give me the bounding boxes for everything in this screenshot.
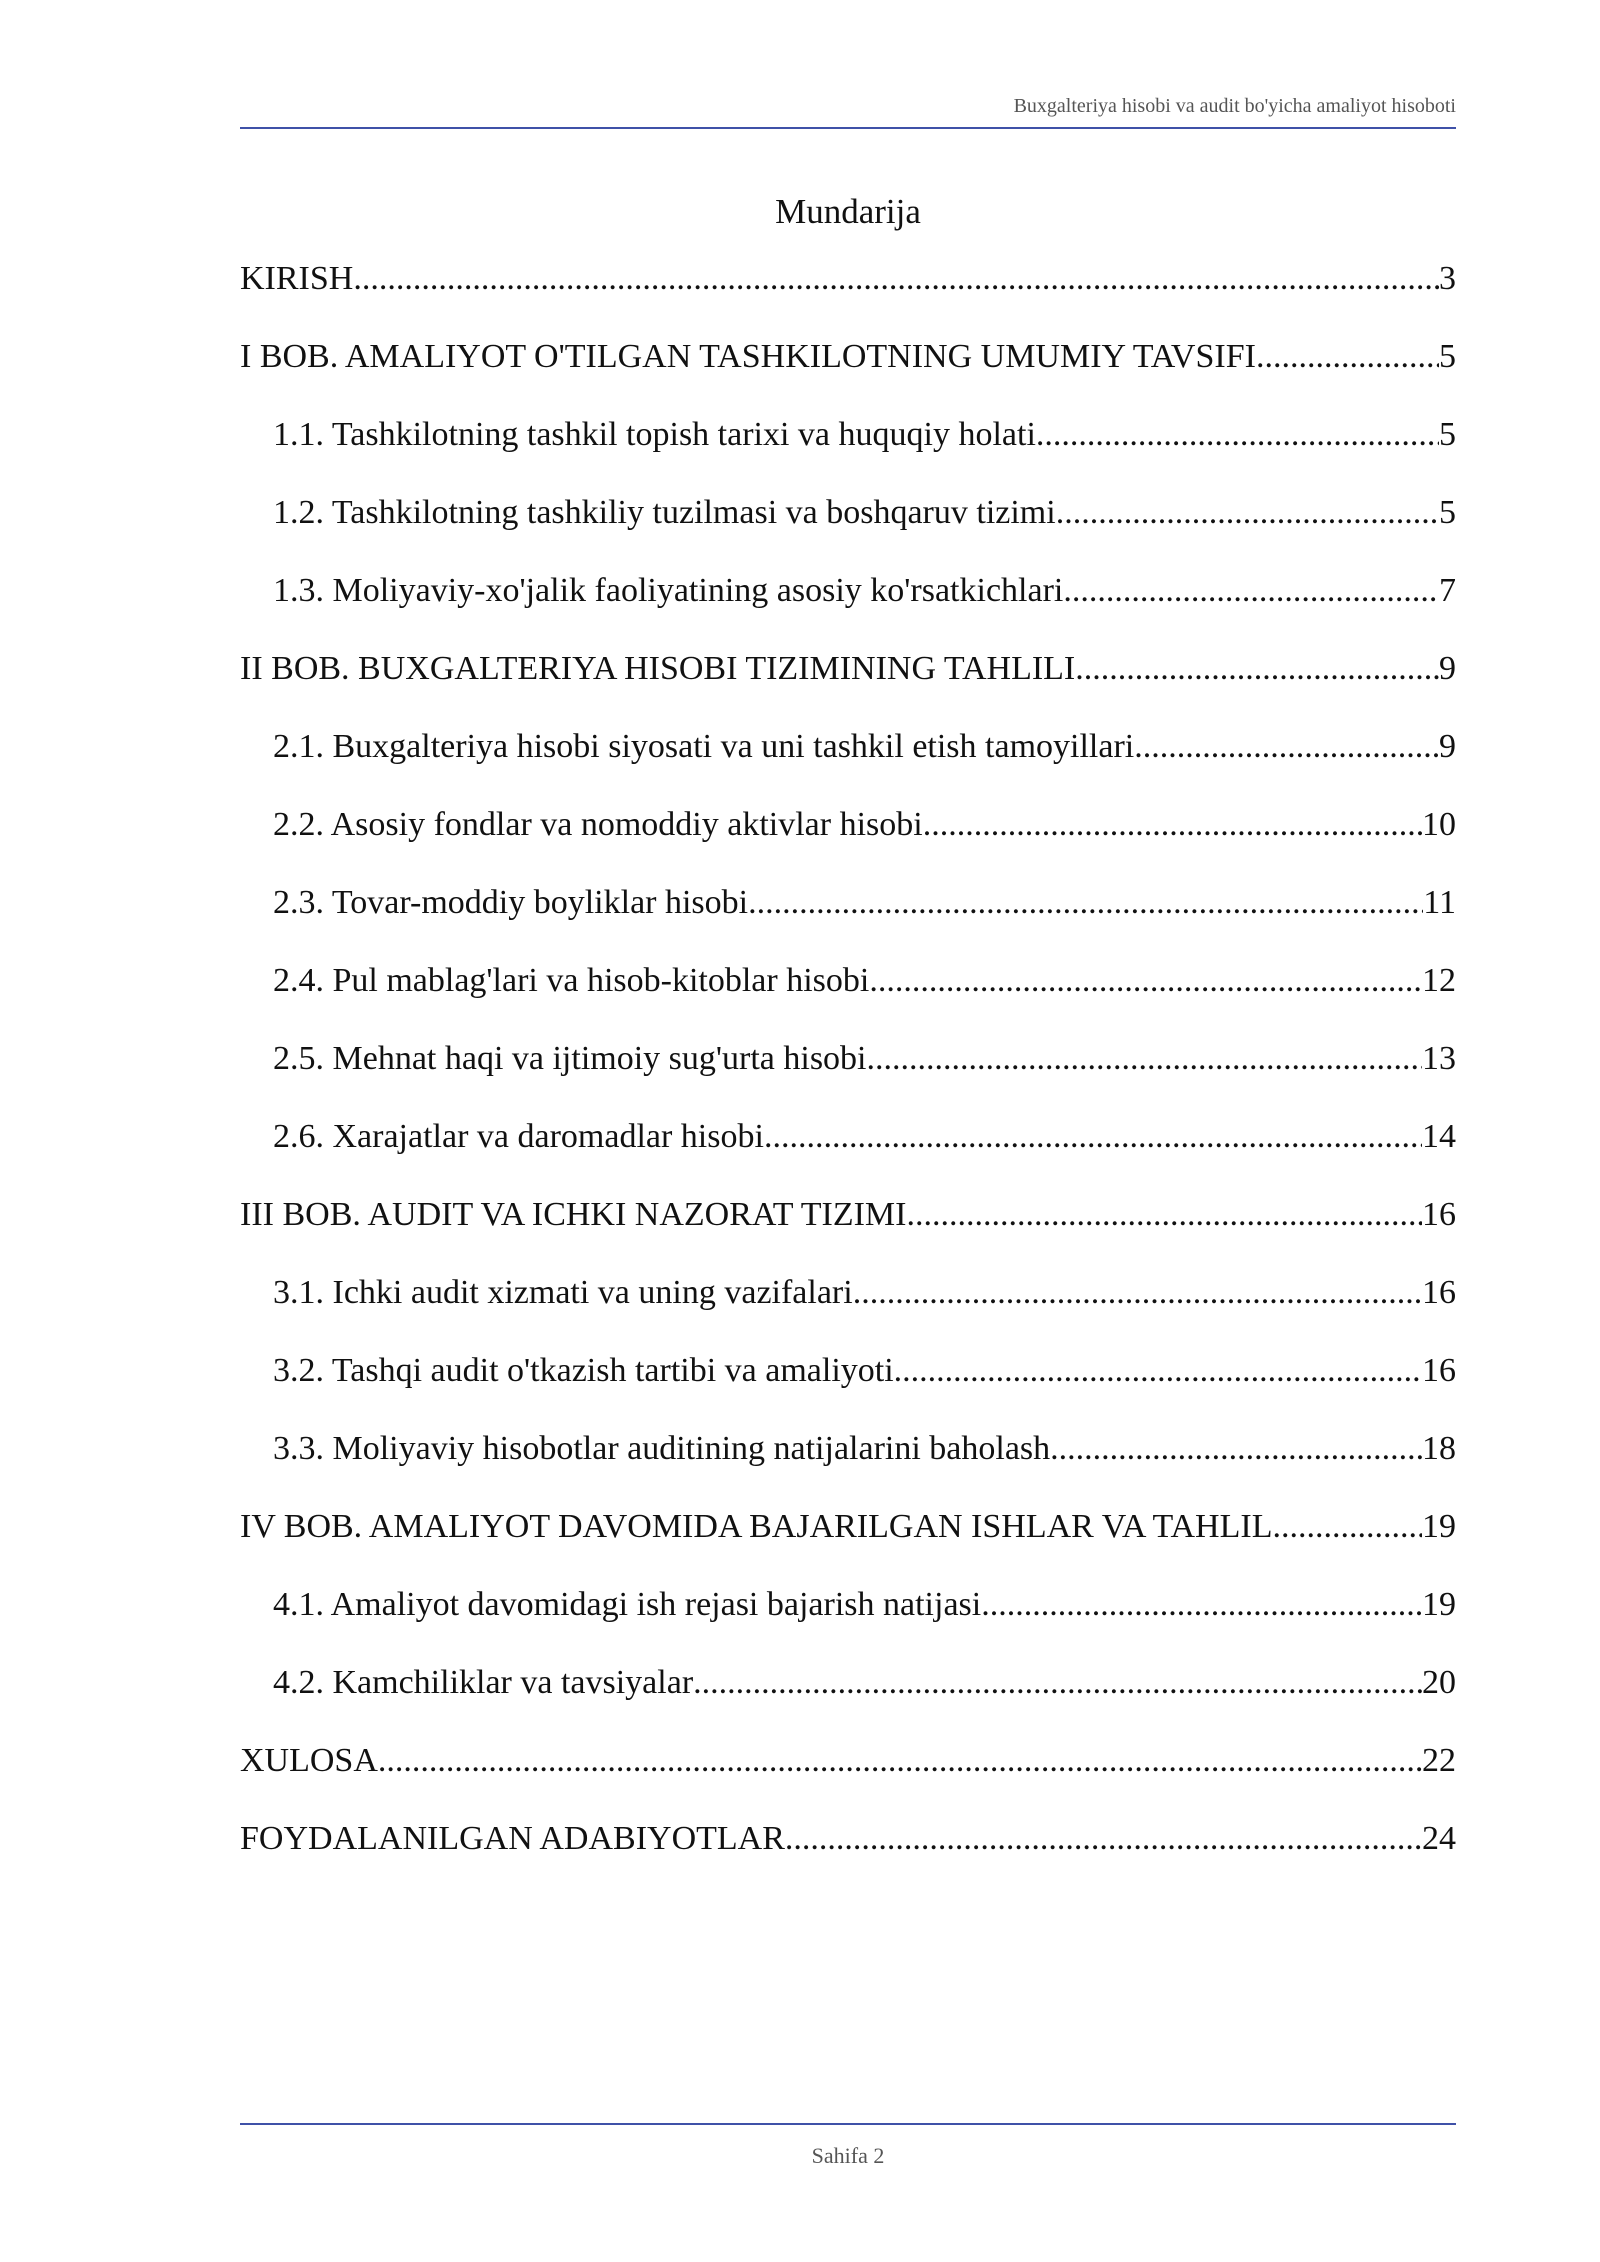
toc-dot-leader bbox=[378, 1737, 1422, 1785]
toc-entry-page-number: 12 bbox=[1422, 962, 1456, 999]
toc-subsection-entry[interactable] bbox=[240, 723, 1456, 801]
toc-entry-page-number: 19 bbox=[1422, 1508, 1456, 1545]
toc-entry-label: FOYDALANILGAN ADABIYOTLAR bbox=[240, 1820, 785, 1857]
toc-dot-leader bbox=[1036, 411, 1439, 459]
toc-subsection-entry[interactable] bbox=[240, 1581, 1456, 1659]
page-footer bbox=[240, 2123, 1456, 2168]
toc-subsection-entry[interactable] bbox=[240, 567, 1456, 645]
toc-entry-page-number: 5 bbox=[1439, 494, 1456, 531]
toc-entry-page-number: 10 bbox=[1422, 806, 1456, 843]
toc-subsection-entry[interactable] bbox=[240, 1425, 1456, 1503]
toc-dot-leader bbox=[693, 1659, 1422, 1707]
toc-entry-label: 2.3. Tovar-moddiy boyliklar hisobi bbox=[273, 884, 749, 921]
toc-subsection-entry[interactable] bbox=[240, 957, 1456, 1035]
toc-entry-label: 1.3. Moliyaviy-xo'jalik faoliyatining asosiy ko'rsatkichlari bbox=[273, 572, 1064, 609]
toc-entry-label: 3.2. Tashqi audit o'tkazish tartibi va amaliyoti bbox=[273, 1352, 894, 1389]
toc-dot-leader bbox=[923, 801, 1422, 849]
toc-chapter-entry[interactable] bbox=[240, 333, 1456, 411]
toc-entry-page-number: 7 bbox=[1439, 572, 1456, 609]
toc-entry-label: 2.2. Asosiy fondlar va nomoddiy aktivlar hisobi bbox=[273, 806, 923, 843]
toc-chapter-entry[interactable] bbox=[240, 1191, 1456, 1269]
toc-dot-leader bbox=[1075, 645, 1439, 693]
toc-dot-leader bbox=[853, 1269, 1422, 1317]
header-title: Buxgalteriya hisobi va audit bo'yicha amaliyot hisoboti bbox=[1013, 95, 1456, 117]
toc-dot-leader bbox=[764, 1113, 1422, 1161]
toc-dot-leader bbox=[867, 1035, 1422, 1083]
toc-entry-label: IV BOB. AMALIYOT DAVOMIDA BAJARILGAN ISHLAR VA TAHLIL bbox=[240, 1508, 1273, 1545]
toc-entry-label: KIRISH bbox=[240, 260, 354, 297]
toc-dot-leader bbox=[894, 1347, 1422, 1395]
toc-title: Mundarija bbox=[775, 192, 921, 231]
toc-entry-label: XULOSA bbox=[240, 1742, 378, 1779]
toc-dot-leader bbox=[1056, 489, 1439, 537]
toc-chapter-entry[interactable] bbox=[240, 255, 1456, 333]
toc-entry-page-number: 22 bbox=[1422, 1742, 1456, 1779]
toc-entry-label: 3.1. Ichki audit xizmati va uning vazifalari bbox=[273, 1274, 853, 1311]
toc-dot-leader bbox=[981, 1581, 1422, 1629]
toc-subsection-entry[interactable] bbox=[240, 1035, 1456, 1113]
toc-entry-page-number: 16 bbox=[1422, 1274, 1456, 1311]
toc-subsection-entry[interactable] bbox=[240, 801, 1456, 879]
toc-dot-leader bbox=[785, 1815, 1422, 1863]
toc-entry-label: 1.1. Tashkilotning tashkil topish tarixi va huquqiy holati bbox=[273, 416, 1036, 453]
toc-entry-label: 2.1. Buxgalteriya hisobi siyosati va uni tashkil etish tamoyillari bbox=[273, 728, 1135, 765]
toc-entry-page-number: 9 bbox=[1439, 728, 1456, 765]
toc-dot-leader bbox=[1134, 723, 1439, 771]
table-of-contents bbox=[240, 255, 1456, 1893]
toc-chapter-entry[interactable] bbox=[240, 1737, 1456, 1815]
toc-dot-leader bbox=[1063, 567, 1439, 615]
toc-chapter-entry[interactable] bbox=[240, 1815, 1456, 1893]
toc-dot-leader bbox=[1272, 1503, 1422, 1551]
toc-entry-label: III BOB. AUDIT VA ICHKI NAZORAT TIZIMI bbox=[240, 1196, 907, 1233]
toc-entry-page-number: 16 bbox=[1422, 1196, 1456, 1233]
toc-entry-page-number: 18 bbox=[1422, 1430, 1456, 1467]
toc-entry-page-number: 14 bbox=[1422, 1118, 1456, 1155]
toc-entry-label: 2.5. Mehnat haqi va ijtimoiy sug'urta hisobi bbox=[273, 1040, 867, 1077]
toc-subsection-entry[interactable] bbox=[240, 1269, 1456, 1347]
toc-entry-page-number: 5 bbox=[1439, 416, 1456, 453]
toc-chapter-entry[interactable] bbox=[240, 1503, 1456, 1581]
toc-entry-page-number: 3 bbox=[1439, 260, 1456, 297]
toc-dot-leader bbox=[869, 957, 1422, 1005]
toc-entry-page-number: 19 bbox=[1422, 1586, 1456, 1623]
toc-subsection-entry[interactable] bbox=[240, 411, 1456, 489]
toc-entry-page-number: 13 bbox=[1422, 1040, 1456, 1077]
toc-entry-label: 2.6. Xarajatlar va daromadlar hisobi bbox=[273, 1118, 764, 1155]
toc-entry-page-number: 20 bbox=[1422, 1664, 1456, 1701]
toc-subsection-entry[interactable] bbox=[240, 1347, 1456, 1425]
toc-entry-label: II BOB. BUXGALTERIYA HISOBI TIZIMINING TAHLILI bbox=[240, 650, 1076, 687]
toc-entry-label: I BOB. AMALIYOT O'TILGAN TASHKILOTNING UMUMIY TAVSIFI bbox=[240, 338, 1256, 375]
toc-entry-label: 3.3. Moliyaviy hisobotlar auditining natijalarini baholash bbox=[273, 1430, 1051, 1467]
toc-entry-page-number: 9 bbox=[1439, 650, 1456, 687]
toc-entry-page-number: 24 bbox=[1422, 1820, 1456, 1857]
toc-dot-leader bbox=[1050, 1425, 1422, 1473]
page-number: Sahifa 2 bbox=[811, 2143, 885, 2168]
toc-dot-leader bbox=[906, 1191, 1422, 1239]
toc-chapter-entry[interactable] bbox=[240, 645, 1456, 723]
toc-subsection-entry[interactable] bbox=[240, 489, 1456, 567]
toc-entry-page-number: 16 bbox=[1422, 1352, 1456, 1389]
page-header bbox=[240, 95, 1456, 129]
toc-entry-page-number: 5 bbox=[1439, 338, 1456, 375]
toc-subsection-entry[interactable] bbox=[240, 1113, 1456, 1191]
toc-subsection-entry[interactable] bbox=[240, 1659, 1456, 1737]
toc-dot-leader bbox=[748, 879, 1423, 927]
toc-dot-leader bbox=[1256, 333, 1439, 381]
toc-entry-label: 1.2. Tashkilotning tashkiliy tuzilmasi va boshqaruv tizimi bbox=[273, 494, 1056, 531]
toc-entry-page-number: 11 bbox=[1423, 884, 1456, 921]
toc-dot-leader bbox=[353, 255, 1439, 303]
toc-entry-label: 4.1. Amaliyot davomidagi ish rejasi bajarish natijasi bbox=[273, 1586, 982, 1623]
toc-subsection-entry[interactable] bbox=[240, 879, 1456, 957]
toc-entry-label: 2.4. Pul mablag'lari va hisob-kitoblar hisobi bbox=[273, 962, 870, 999]
toc-entry-label: 4.2. Kamchiliklar va tavsiyalar bbox=[273, 1664, 694, 1701]
